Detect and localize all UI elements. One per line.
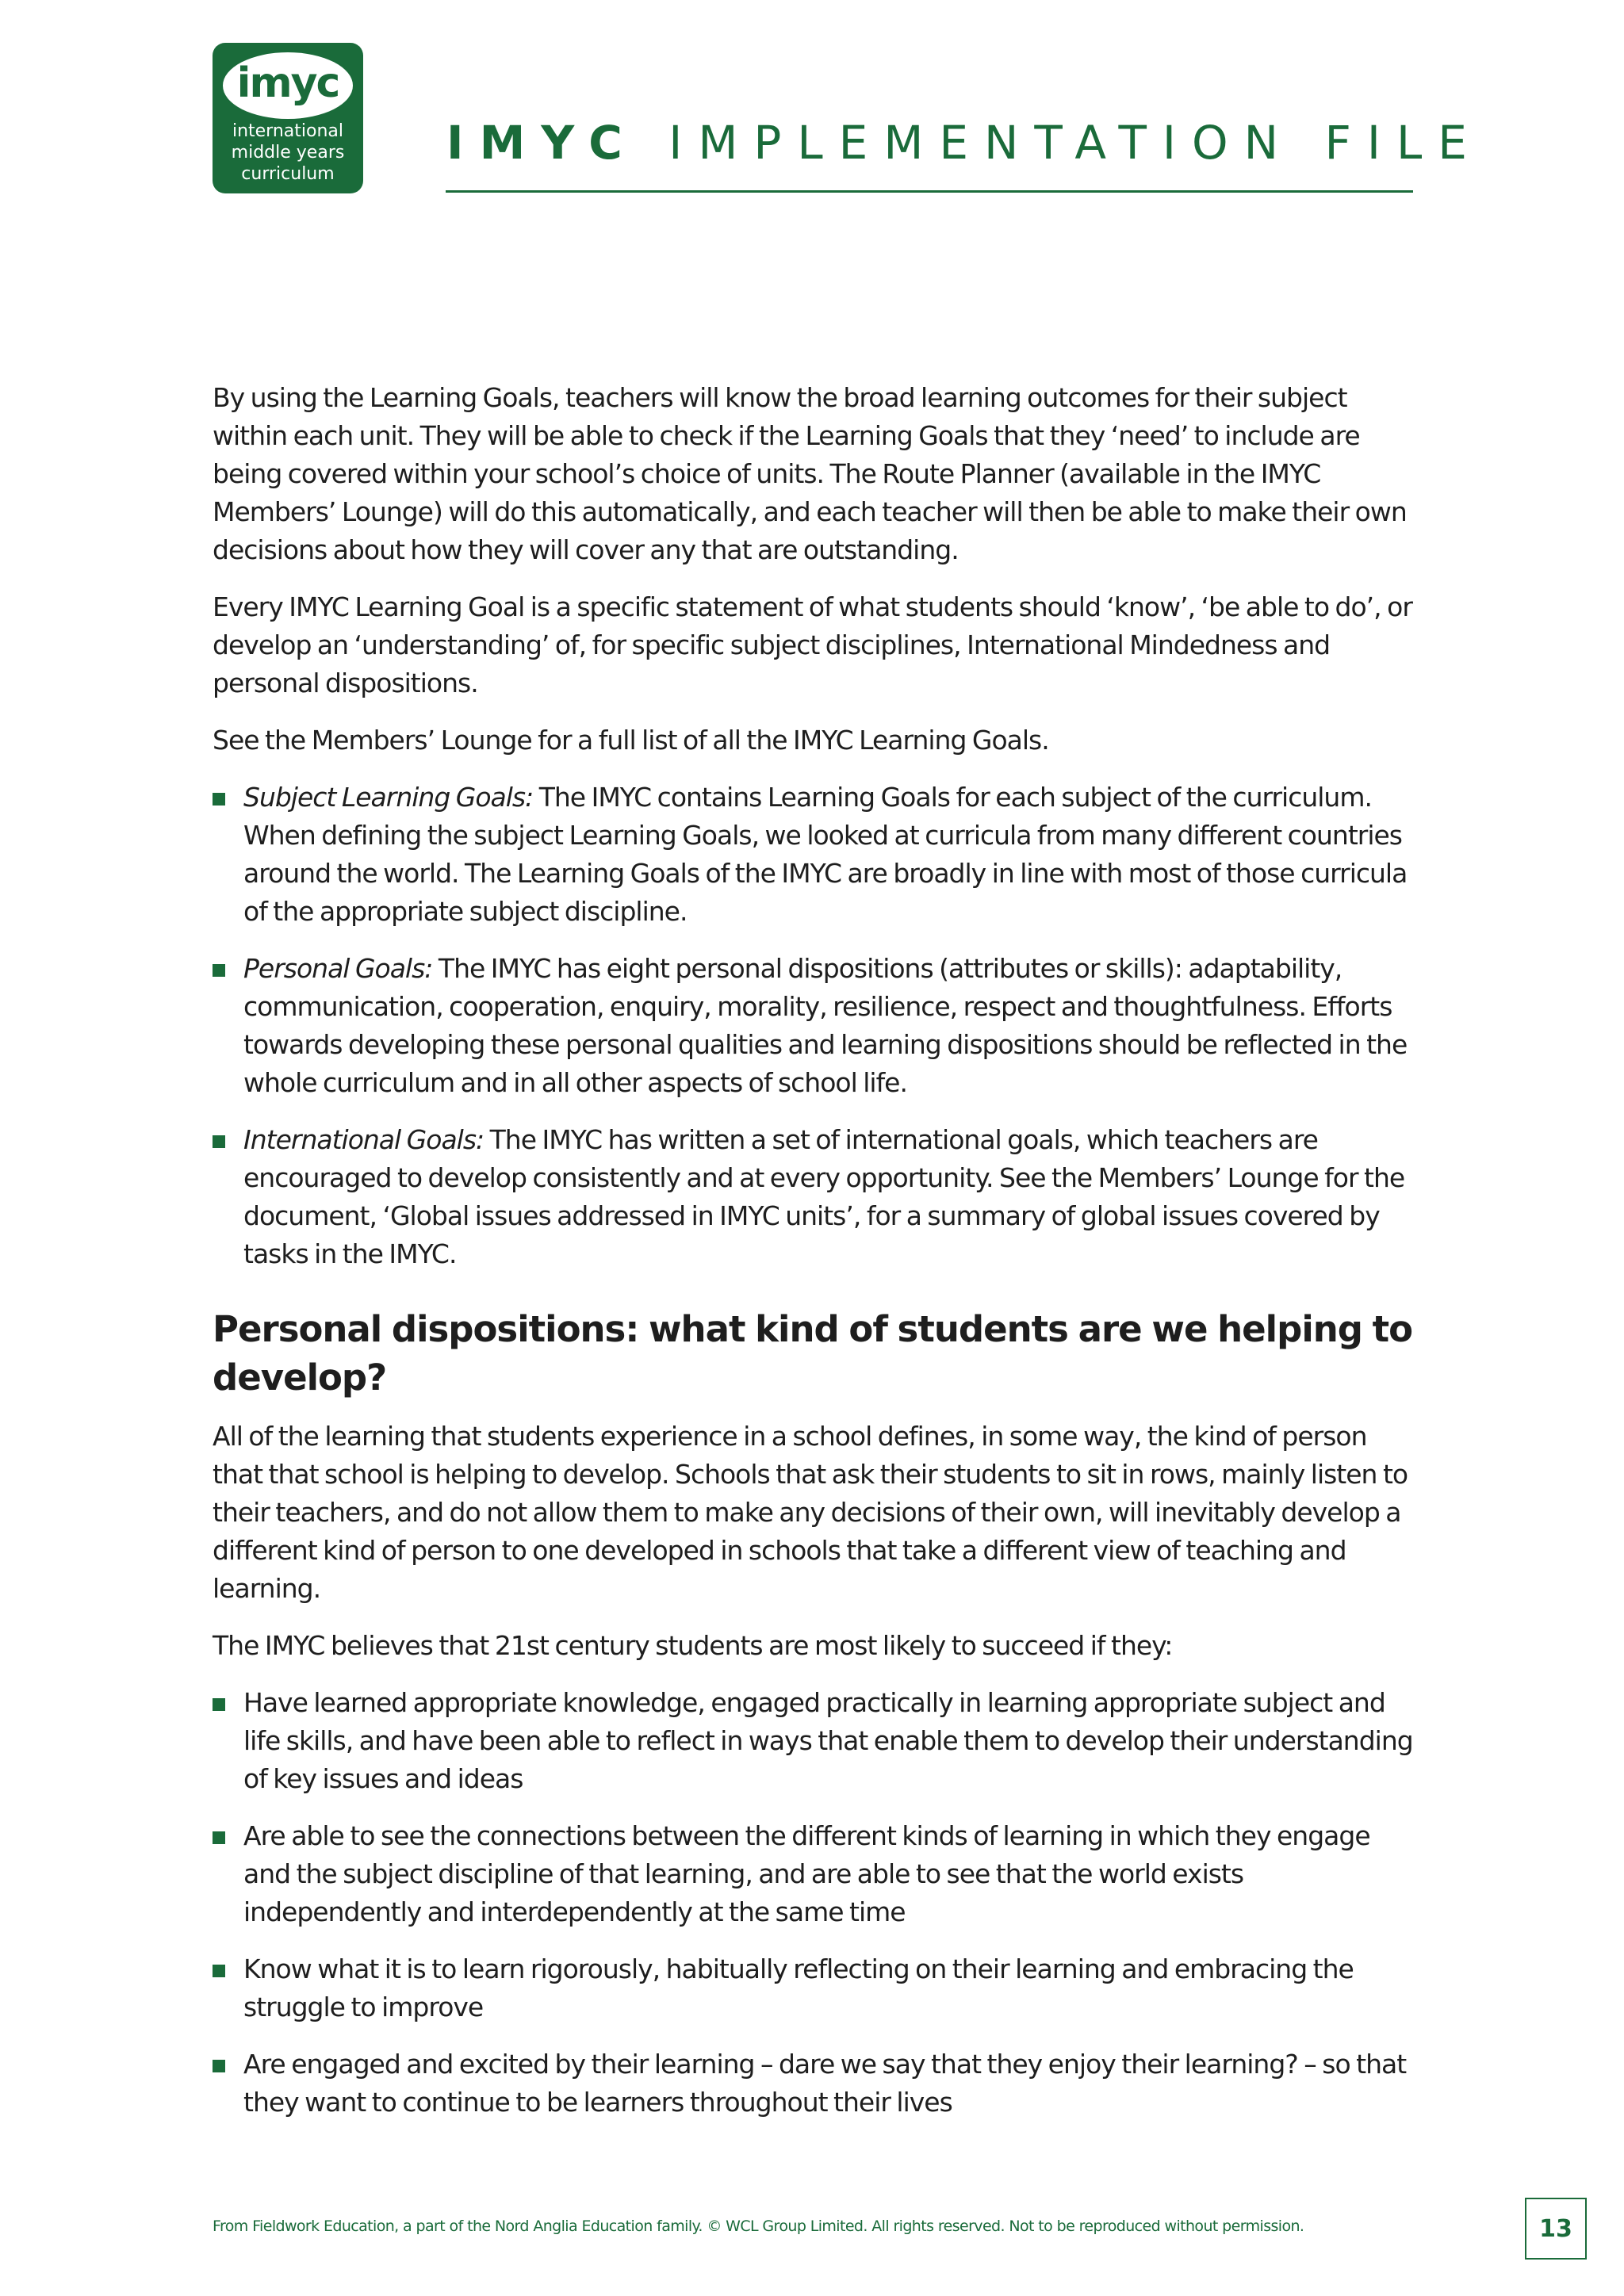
paragraph-learning-environment: All of the learning that students experience in a school defines, in some way, the kind of person that that school is helping to develop. Schools that ask their students to sit in rows, mainly listen to their teachers, and do not allow them to make any decisions of their own, will inevitably develop a different kind of person to one developed in schools that take a different view of teaching and learning. — [213, 1421, 1408, 1604]
list-item — [213, 779, 1418, 931]
trait-text: Know what it is to learn rigorously, habitually reflecting on their learning and embracing the struggle to improve — [243, 1954, 1354, 2022]
paragraph-members-lounge: See the Members’ Lounge for a full list of all the IMYC Learning Goals. — [213, 725, 1049, 756]
paragraph-goal-definition: Every IMYC Learning Goal is a specific statement of what students should ‘know’, ‘be able to do’, or develop an ‘understanding’ of, for specific subject disciplines, International Mindedness and personal dispositions. — [213, 591, 1412, 698]
traits-list — [213, 1684, 1418, 2122]
goal-term: Subject Learning Goals: — [243, 782, 534, 813]
list-item — [213, 1121, 1418, 1273]
page-header-title — [446, 115, 1483, 170]
square-bullet-icon — [213, 2060, 225, 2072]
goal-text: The IMYC has written a set of international goals, which teachers are encouraged to develop consistently and at every opportunity. See the Members’ Lounge for the document, ‘Global issues addressed in IMYC units’, for a summary of global issues covered by tasks in the IMYC. — [243, 1124, 1405, 1269]
goal-term: International Goals: — [243, 1124, 485, 1155]
list-item — [213, 1817, 1418, 1931]
trait-text: Have learned appropriate knowledge, engaged practically in learning appropriate subject and life skills, and have been able to reflect in ways that enable them to develop their understanding of key issues and ideas — [243, 1687, 1413, 1794]
logo-line-2: middle years — [231, 143, 345, 163]
list-item — [213, 1950, 1418, 2026]
header-divider — [446, 190, 1413, 193]
goal-text: The IMYC has eight personal dispositions (attributes or skills): adaptability, communication, cooperation, enquiry, morality, resilience, respect and thoughtfulness. Efforts towards developing these personal qualities and learning dispositions should be reflected in the whole curriculum and in all other aspects of school life. — [243, 953, 1408, 1098]
imyc-logo — [213, 43, 363, 193]
trait-text: Are able to see the connections between the different kinds of learning in which they engage and the subject discipline of that learning, and are able to see that the world exists independently and interdependently at the same time — [243, 1820, 1370, 1927]
list-item — [213, 2045, 1418, 2122]
logo-word: imyc — [236, 59, 339, 107]
logo-line-3: curriculum — [241, 164, 335, 184]
list-item — [213, 1684, 1418, 1798]
goal-term: Personal Goals: — [243, 953, 433, 984]
page-number: 13 — [1525, 2198, 1587, 2260]
header-title-bold: IMYC — [446, 116, 638, 170]
square-bullet-icon — [213, 1965, 225, 1977]
main-content — [213, 379, 1418, 2141]
paragraph-succeed-intro: The IMYC believes that 21st century students are most likely to succeed if they: — [213, 1630, 1173, 1661]
square-bullet-icon — [213, 1698, 225, 1711]
logo-oval — [223, 52, 353, 119]
goals-list — [213, 779, 1418, 1273]
square-bullet-icon — [213, 793, 225, 806]
header-title-rest: IMPLEMENTATION FILE — [668, 116, 1483, 170]
goal-text: The IMYC contains Learning Goals for each subject of the curriculum. When defining the subject Learning Goals, we looked at curricula from many different countries around the world. The Learning Goals of the IMYC are broadly in line with most of those curricula of the appropriate subject discipline. — [243, 782, 1408, 927]
trait-text: Are engaged and excited by their learning – dare we say that they enjoy their learning? – so that they want to continue to be learners throughout their lives — [243, 2049, 1407, 2118]
square-bullet-icon — [213, 1831, 225, 1844]
paragraph-learning-goals: By using the Learning Goals, teachers will know the broad learning outcomes for their subject within each unit. They will be able to check if the Learning Goals that they ‘need’ to include are being covered within your school’s choice of units. The Route Planner (available in the IMYC Members’ Lounge) will do this automatically, and each teacher will then be able to make their own decisions about how they will cover any that are outstanding. — [213, 382, 1407, 565]
list-item — [213, 950, 1418, 1102]
section-heading: Personal dispositions: what kind of students are we helping to develop? — [213, 1308, 1413, 1399]
logo-subtitle — [213, 121, 363, 185]
logo-line-1: international — [232, 121, 344, 141]
square-bullet-icon — [213, 964, 225, 977]
footer-copyright: From Fieldwork Education, a part of the Nord Anglia Education family. © WCL Group Limited. All rights reserved. Not to be reproduced without permission. — [213, 2218, 1304, 2235]
square-bullet-icon — [213, 1135, 225, 1148]
